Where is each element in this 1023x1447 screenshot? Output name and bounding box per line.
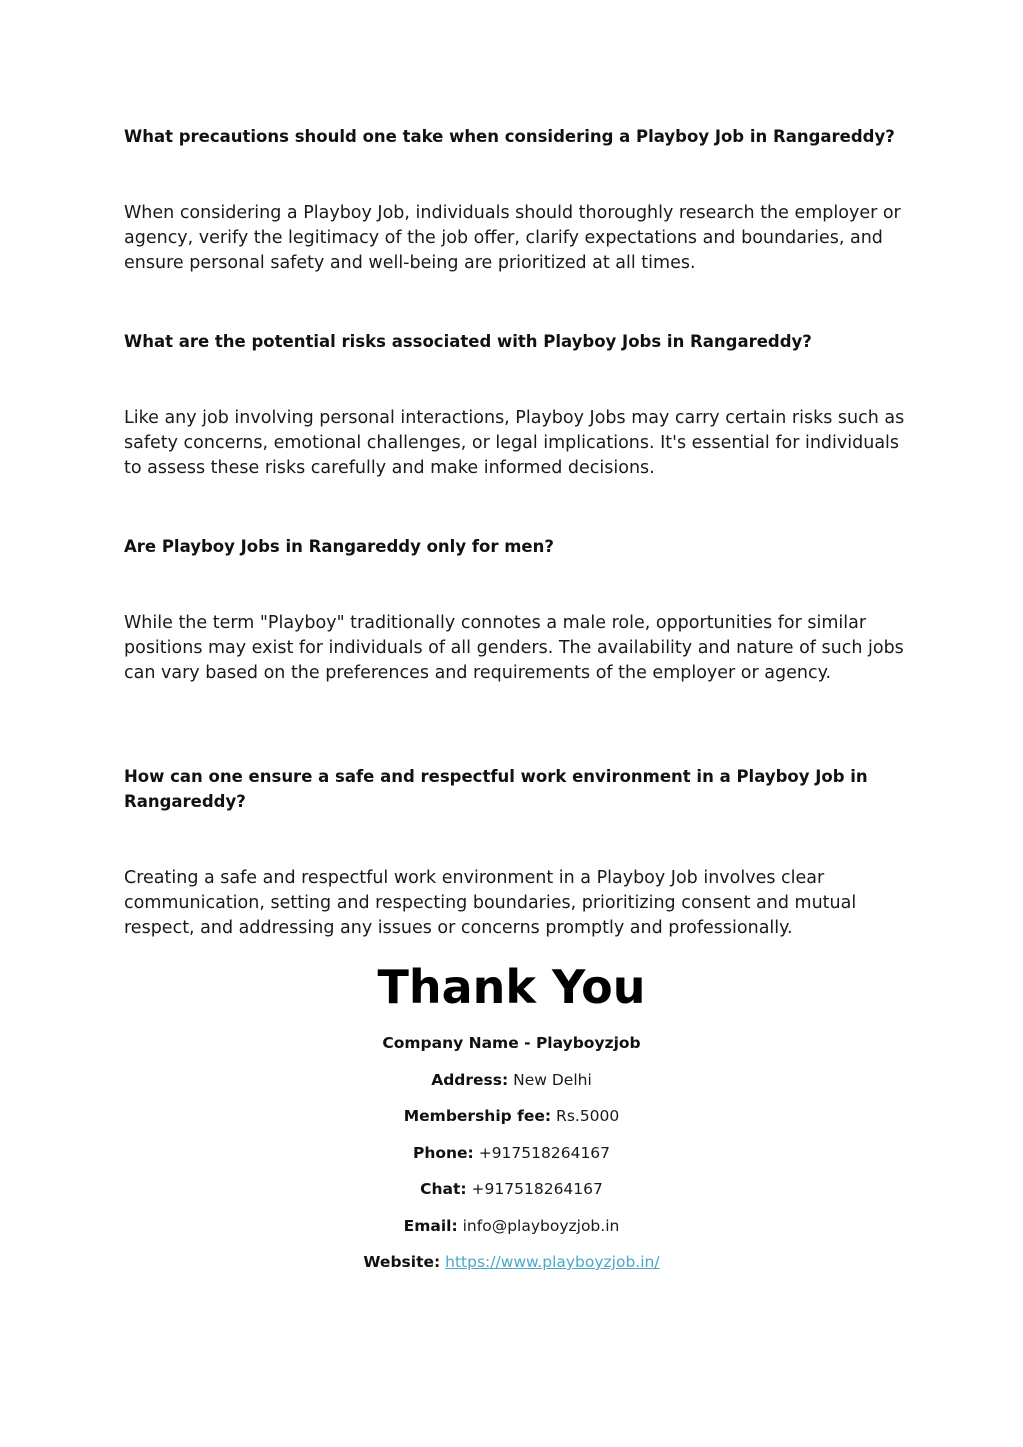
faq-answer-1: When considering a Playboy Job, individuals should thoroughly research the employer or agency, verify the legitimacy of the job offer, clarify expectations and boundaries, and ensure personal safety and well-being are prioritized at all times. (124, 203, 901, 273)
phone-label: Phone: (412, 1144, 474, 1162)
chat-label: Chat: (420, 1180, 467, 1198)
email-value: info@playboyzjob.in (462, 1217, 620, 1235)
email-line (0, 1215, 1023, 1237)
phone-value: +917518264167 (478, 1144, 611, 1162)
phone-line (0, 1142, 1023, 1164)
company-name (0, 1032, 1023, 1054)
company-name-text: Company Name - Playboyzjob (382, 1034, 641, 1052)
address-label: Address: (431, 1071, 509, 1089)
faq-answer-4: Creating a safe and respectful work environment in a Playboy Job involves clear communication, setting and respecting boundaries, prioritizing consent and mutual respect, and addressing any issues or concerns promptly and professionally. (124, 868, 857, 938)
website-link[interactable]: https://www.playboyzjob.in/ (445, 1253, 660, 1271)
membership-fee-line (0, 1105, 1023, 1127)
membership-fee-label: Membership fee: (403, 1107, 552, 1125)
faq-answer-3: While the term "Playboy" traditionally connotes a male role, opportunities for similar positions may exist for individuals of all genders. The availability and nature of such jobs can vary based on the preferences and requirements of the employer or agency. (124, 613, 904, 683)
website-line (0, 1251, 1023, 1273)
faq-question-4: How can one ensure a safe and respectful work environment in a Playboy Job in Rangareddy? (124, 767, 868, 811)
website-label: Website: (363, 1253, 441, 1271)
membership-fee-value: Rs.5000 (556, 1107, 620, 1125)
faq-question-2: What are the potential risks associated with Playboy Jobs in Rangareddy? (124, 332, 812, 351)
chat-value: +917518264167 (471, 1180, 603, 1198)
thank-you-heading: Thank You (377, 960, 646, 1014)
faq-answer-2: Like any job involving personal interactions, Playboy Jobs may carry certain risks such as safety concerns, emotional challenges, or legal implications. It's essential for individuals to assess these risks carefully and make informed decisions. (124, 408, 905, 478)
address-value: New Delhi (513, 1071, 592, 1089)
faq-question-1: What precautions should one take when considering a Playboy Job in Rangareddy? (124, 127, 895, 146)
email-label: Email: (403, 1217, 458, 1235)
address-line (0, 1069, 1023, 1091)
chat-line (0, 1178, 1023, 1200)
faq-question-3: Are Playboy Jobs in Rangareddy only for men? (124, 537, 554, 556)
